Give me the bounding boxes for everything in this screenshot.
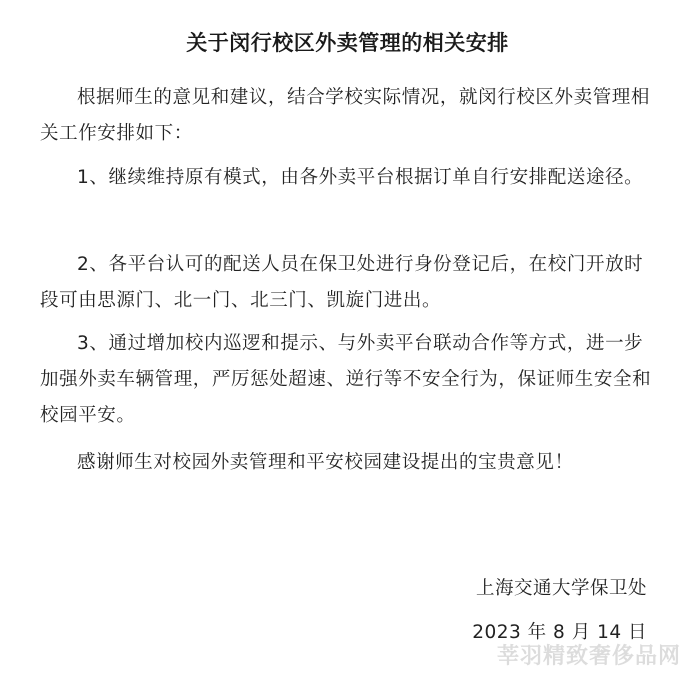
watermark: 莘羽精致奢侈品网 — [496, 644, 681, 669]
signature-organization: 上海交通大学保卫处 — [475, 578, 647, 599]
document-title: 关于闵行校区外卖管理的相关安排 — [186, 31, 509, 55]
paragraph-item-2: 2、各平台认可的配送人员在保卫处进行身份登记后，在校门开放时段可由思源门、北一门、北三门、凯旋门进出。 — [40, 254, 644, 311]
paragraph-item-1: 1、继续维持原有模式，由各外卖平台根据订单自行安排配送途径。 — [77, 167, 644, 188]
paragraph-thanks: 感谢师生对校园外卖管理和平安校园建设提出的宝贵意见！ — [77, 452, 574, 473]
signature-date: 2023 年 8 月 14 日 — [472, 622, 647, 643]
paragraph-item-3: 3、通过增加校内巡逻和提示、与外卖平台联动合作等方式，进一步加强外卖车辆管理，严厉惩处超速、逆行等不安全行为，保证师生安全和校园平安。 — [40, 333, 652, 426]
paragraph-intro: 根据师生的意见和建议，结合学校实际情况，就闵行校区外卖管理相关工作安排如下： — [40, 87, 651, 144]
